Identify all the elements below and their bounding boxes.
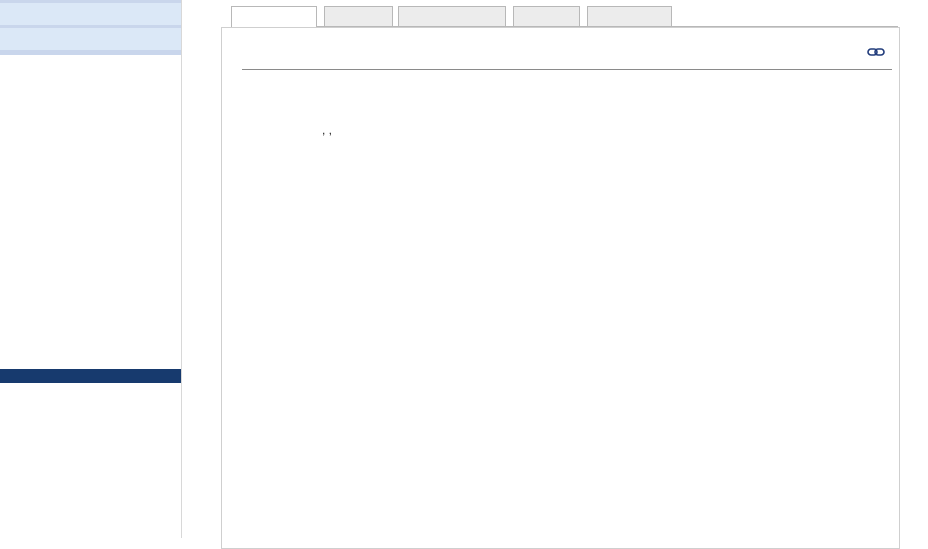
tab-full-text[interactable] — [324, 6, 393, 27]
ipc-value: , , — [322, 123, 333, 137]
sidebar-footer-bar — [0, 369, 181, 383]
sidebar — [0, 0, 181, 538]
e-newsletters-heading — [0, 28, 181, 50]
panel-rule — [242, 69, 892, 70]
tab-notices[interactable] — [513, 6, 580, 27]
sidebar-divider — [181, 0, 182, 538]
tab-national-phase[interactable] — [398, 6, 506, 27]
biblio-panel — [221, 27, 900, 549]
tab-biblio-data[interactable] — [231, 6, 317, 28]
related-links-heading — [0, 3, 181, 25]
tab-documents[interactable] — [587, 6, 672, 27]
newsletter-subscribe-link[interactable] — [0, 50, 175, 55]
chain-link-icon[interactable] — [867, 46, 885, 58]
